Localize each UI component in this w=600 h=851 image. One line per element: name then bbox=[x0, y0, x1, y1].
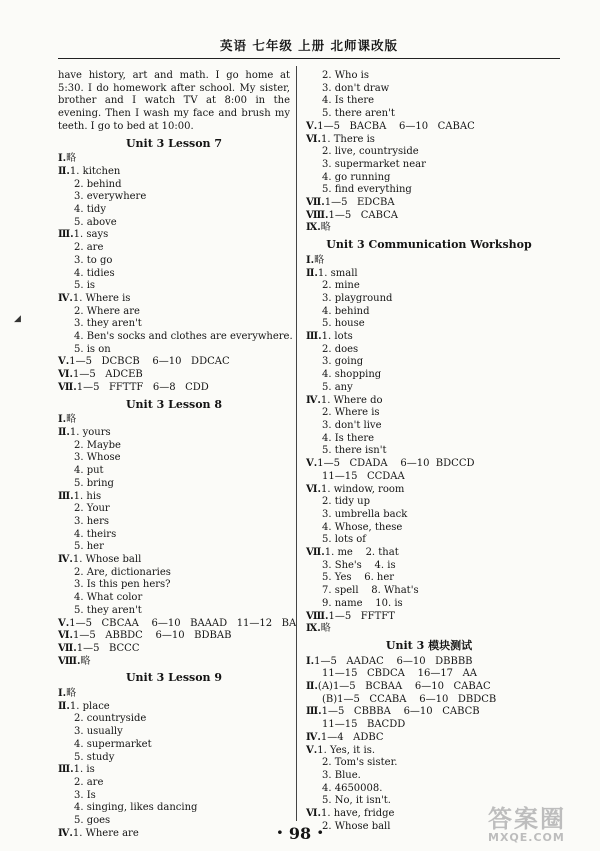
answer-subitem: 5. find everything bbox=[322, 184, 412, 196]
answer-item bbox=[58, 356, 290, 369]
answer-item bbox=[58, 427, 290, 440]
item-numeral: Ⅵ. bbox=[306, 133, 321, 145]
answer-subitem: 3. don't draw bbox=[322, 82, 390, 94]
answer-item bbox=[58, 688, 290, 701]
answer-subitem: 2. behind bbox=[74, 178, 122, 190]
answer-item bbox=[58, 701, 290, 714]
item-numeral: Ⅱ. bbox=[306, 681, 318, 693]
item-text: 1—5 CDADA 6—10 BDCCD bbox=[317, 458, 475, 470]
answer-subitem: 3. umbrella back bbox=[322, 508, 408, 520]
item-text: 1—5 EDCBA bbox=[324, 197, 395, 209]
answer-item bbox=[306, 395, 552, 408]
item-numeral: Ⅰ. bbox=[306, 655, 315, 667]
item-numeral: Ⅶ. bbox=[58, 381, 77, 393]
answer-subitem: (B)1—5 CCABA 6—10 DBDCB bbox=[322, 693, 497, 705]
answer-subitem: 3. everywhere bbox=[74, 191, 147, 203]
page-header bbox=[58, 36, 560, 54]
header-rule bbox=[58, 58, 560, 59]
answer-subitem: 2. does bbox=[322, 343, 359, 355]
item-numeral: Ⅲ. bbox=[306, 331, 322, 343]
answer-subitem: 5. is bbox=[74, 280, 96, 292]
section-heading: Unit 3 Lesson 7 bbox=[125, 136, 223, 150]
item-text: 1. yours bbox=[69, 426, 111, 438]
answer-subitem: 3. usually bbox=[74, 726, 123, 738]
item-numeral: Ⅵ. bbox=[306, 808, 321, 820]
answer-subitem: 2. Your bbox=[74, 503, 110, 515]
answer-subitem: 4. Ben's socks and clothes are everywhere. bbox=[74, 331, 293, 343]
answer-subitem: 4. What color bbox=[74, 592, 143, 604]
item-numeral: Ⅳ. bbox=[58, 554, 73, 566]
answer-subitem: 2. countryside bbox=[74, 713, 147, 725]
item-text: 1. There is bbox=[320, 133, 375, 145]
answer-subitem: 5. her bbox=[74, 541, 104, 553]
watermark-url: MXQE.COM bbox=[488, 831, 565, 844]
answer-subitem: 3. going bbox=[322, 356, 364, 368]
item-text: 1. window, room bbox=[320, 483, 405, 495]
answer-subitem: 5. Yes 6. her bbox=[322, 572, 395, 584]
answer-subitem: 11—15 CBDCA 16—17 AA bbox=[322, 668, 478, 680]
answer-paragraph: have history, art and math. I go home at 5:30. I do homework after school. My sister, brother and I watch TV at 8:00 in the evening. Then I wash my face and brush my teeth. I go to bed at 10:00. bbox=[58, 70, 290, 132]
answer-item bbox=[58, 382, 290, 395]
watermark-logo bbox=[488, 806, 598, 848]
answer-item bbox=[58, 617, 297, 631]
answer-item bbox=[58, 229, 290, 242]
item-numeral: Ⅸ. bbox=[306, 222, 321, 234]
answer-subitem: 2. mine bbox=[322, 280, 360, 292]
answer-subitem: 2. Where are bbox=[74, 305, 140, 317]
answer-subitem: 4. behind bbox=[322, 305, 370, 317]
item-text: 1. me 2. that bbox=[324, 547, 399, 559]
item-text: 1. Where is bbox=[72, 292, 131, 304]
item-numeral: Ⅴ. bbox=[58, 356, 70, 368]
item-text: 1. lots bbox=[321, 331, 353, 343]
item-text: 1. small bbox=[317, 267, 358, 279]
item-text: 1—5 DCBCB 6—10 DDCAC bbox=[69, 356, 230, 368]
item-text: 1. place bbox=[69, 700, 110, 712]
item-text: 1—5 CBCAA 6—10 BAAAD 11—12 BA bbox=[69, 617, 297, 629]
answer-item bbox=[306, 134, 552, 147]
item-numeral: Ⅲ. bbox=[58, 490, 74, 502]
answer-subitem: 5. any bbox=[322, 381, 353, 393]
left-column bbox=[58, 70, 297, 840]
answer-subitem: 5. is on bbox=[74, 343, 111, 355]
header-title: 英语 七年级 上册 北师课改版 bbox=[219, 38, 399, 53]
answer-item bbox=[306, 484, 552, 497]
answer-subitem: 3. Whose bbox=[74, 452, 121, 464]
item-text: 略 bbox=[66, 414, 77, 426]
answer-subitem: 5. above bbox=[74, 216, 117, 228]
item-numeral: Ⅳ. bbox=[306, 394, 321, 406]
answer-subitem: 9. name 10. is bbox=[322, 597, 403, 609]
page-number: · 98 · bbox=[276, 820, 324, 844]
answer-item bbox=[306, 210, 552, 223]
answer-subitem: 5. No, it isn't. bbox=[322, 795, 391, 807]
answer-subitem: 3. playground bbox=[322, 292, 393, 304]
item-numeral: Ⅲ. bbox=[58, 764, 74, 776]
answer-subitem: 3. supermarket near bbox=[322, 158, 426, 170]
item-numeral: Ⅰ. bbox=[58, 153, 67, 165]
answer-subitem: 11—15 BACDD bbox=[322, 719, 406, 731]
answer-subitem: 5. they aren't bbox=[74, 604, 142, 616]
item-text: 1. is bbox=[73, 764, 95, 776]
item-numeral: Ⅱ. bbox=[58, 426, 70, 438]
item-text: 1—5 BACBA 6—10 CABAC bbox=[317, 120, 475, 132]
answer-item bbox=[58, 369, 290, 382]
answer-item bbox=[58, 293, 290, 306]
answer-item bbox=[306, 458, 552, 471]
answer-item bbox=[58, 491, 290, 504]
item-text: 1. says bbox=[73, 229, 109, 241]
answer-item bbox=[306, 268, 552, 281]
section-heading: Unit 3 Lesson 8 bbox=[125, 397, 223, 411]
item-numeral: Ⅴ. bbox=[58, 617, 70, 629]
item-numeral: Ⅲ. bbox=[58, 229, 74, 241]
item-numeral: Ⅴ. bbox=[306, 120, 318, 132]
answer-subitem: 7. spell 8. What's bbox=[322, 585, 419, 597]
answer-item bbox=[306, 623, 552, 636]
answer-item bbox=[58, 554, 290, 567]
item-numeral: Ⅰ. bbox=[58, 414, 67, 426]
item-numeral: Ⅶ. bbox=[306, 197, 325, 209]
answer-subitem: 2. Are, dictionaries bbox=[74, 566, 171, 578]
item-numeral: Ⅰ. bbox=[58, 688, 67, 700]
answer-subitem: 2. Whose ball bbox=[322, 820, 391, 832]
answer-subitem: 5. lots of bbox=[322, 534, 366, 546]
item-text: 1—5 AADAC 6—10 DBBBB bbox=[314, 655, 473, 667]
item-numeral: Ⅱ. bbox=[306, 267, 318, 279]
item-numeral: Ⅶ. bbox=[58, 642, 77, 654]
answer-item bbox=[58, 764, 290, 777]
item-text: 1—5 CABCA bbox=[328, 209, 399, 221]
item-text: 略 bbox=[66, 688, 77, 700]
item-numeral: Ⅸ. bbox=[306, 623, 321, 635]
answer-item bbox=[58, 643, 290, 656]
item-numeral: Ⅶ. bbox=[306, 547, 325, 559]
item-text: 略 bbox=[80, 655, 91, 667]
answer-item bbox=[58, 656, 290, 669]
answer-item bbox=[306, 222, 552, 235]
answer-subitem: 5. goes bbox=[74, 815, 111, 827]
answer-subitem: 2. live, countryside bbox=[322, 146, 419, 158]
item-numeral: Ⅳ. bbox=[58, 292, 73, 304]
answer-subitem: 4. shopping bbox=[322, 369, 382, 381]
answer-item bbox=[306, 121, 552, 134]
item-text: 略 bbox=[314, 254, 325, 266]
section-heading: Unit 3 Communication Workshop bbox=[326, 238, 532, 252]
answer-subitem: 4. put bbox=[74, 465, 104, 477]
answer-subitem: 4. tidies bbox=[74, 267, 115, 279]
answer-item bbox=[306, 681, 552, 694]
answer-item bbox=[306, 745, 552, 758]
answer-subitem: 3. Blue. bbox=[322, 769, 361, 781]
item-text: 1. Yes, it is. bbox=[317, 744, 376, 756]
section-heading: Unit 3 Lesson 9 bbox=[125, 671, 223, 685]
answer-subitem: 3. Is this pen hers? bbox=[74, 579, 171, 591]
item-numeral: Ⅵ. bbox=[58, 369, 73, 381]
item-text: 略 bbox=[320, 623, 331, 635]
section-heading: Unit 3 模块测试 bbox=[385, 638, 473, 652]
answer-subitem: 4. Whose, these bbox=[322, 521, 403, 533]
answer-subitem: 2. are bbox=[74, 242, 104, 254]
answer-item bbox=[306, 706, 552, 719]
watermark-text: 答案圈 bbox=[488, 805, 566, 833]
answer-subitem: 3. hers bbox=[74, 515, 109, 527]
answer-subitem: 2. Who is bbox=[322, 70, 369, 81]
item-numeral: Ⅵ. bbox=[306, 483, 321, 495]
item-numeral: Ⅷ. bbox=[306, 209, 329, 221]
answer-subitem: 5. bring bbox=[74, 477, 114, 489]
answer-subitem: 4. 4650008. bbox=[322, 782, 383, 794]
item-text: 1—5 FFTFT bbox=[328, 610, 395, 622]
answer-item bbox=[306, 255, 552, 268]
item-numeral: Ⅳ. bbox=[306, 731, 321, 743]
item-numeral: Ⅰ. bbox=[306, 254, 315, 266]
item-numeral: Ⅱ. bbox=[58, 700, 70, 712]
item-numeral: Ⅳ. bbox=[58, 827, 73, 839]
answer-item bbox=[58, 630, 290, 643]
item-text: 1—5 CBBBA 6—10 CABCB bbox=[321, 706, 480, 718]
answer-subitem: 4. supermarket bbox=[74, 738, 152, 750]
item-text: 1—4 ADBC bbox=[320, 731, 384, 743]
item-text: 1. kitchen bbox=[69, 165, 121, 177]
answer-item bbox=[306, 656, 552, 669]
answer-subitem: 3. Is bbox=[74, 789, 96, 801]
answer-subitem: 2. are bbox=[74, 776, 104, 788]
answer-subitem: 4. theirs bbox=[74, 528, 117, 540]
item-text: 1. Where do bbox=[320, 394, 383, 406]
answer-subitem: 2. Tom's sister. bbox=[322, 757, 398, 769]
answer-subitem: 2. tidy up bbox=[322, 496, 371, 508]
item-text: 1. have, fridge bbox=[320, 808, 395, 820]
item-numeral: Ⅱ. bbox=[58, 165, 70, 177]
item-text: 略 bbox=[320, 222, 331, 234]
answer-subitem: 3. don't live bbox=[322, 419, 382, 431]
item-text: 1. Whose ball bbox=[72, 554, 142, 566]
answer-subitem: 2. Maybe bbox=[74, 439, 121, 451]
item-numeral: Ⅲ. bbox=[306, 706, 322, 718]
answer-item bbox=[306, 547, 552, 560]
item-text: 1—5 FFTTF 6—8 CDD bbox=[76, 381, 209, 393]
answer-subitem: 11—15 CCDAA bbox=[322, 470, 405, 482]
item-text: 1—5 ABBDC 6—10 BDBAB bbox=[72, 630, 232, 642]
answer-item bbox=[306, 197, 552, 210]
item-numeral: Ⅷ. bbox=[58, 655, 81, 667]
answer-item bbox=[58, 414, 290, 427]
answer-subitem: 4. Is there bbox=[322, 95, 375, 107]
answer-item bbox=[58, 166, 290, 179]
answer-item bbox=[306, 732, 552, 745]
answer-subitem: 3. they aren't bbox=[74, 318, 142, 330]
item-text: 1. Where are bbox=[72, 827, 139, 839]
margin-mark: ◢ bbox=[14, 314, 21, 324]
answer-subitem: 5. there aren't bbox=[322, 108, 395, 120]
answer-subitem: 5. study bbox=[74, 751, 115, 763]
right-column bbox=[306, 70, 552, 833]
answer-subitem: 4. tidy bbox=[74, 204, 106, 216]
answer-item bbox=[306, 611, 552, 624]
answer-subitem: 2. Where is bbox=[322, 407, 380, 419]
item-numeral: Ⅴ. bbox=[306, 458, 318, 470]
answer-subitem: 5. house bbox=[322, 318, 365, 330]
item-text: (A)1—5 BCBAA 6—10 CABAC bbox=[317, 681, 491, 693]
item-numeral: Ⅵ. bbox=[58, 630, 73, 642]
answer-subitem: 5. there isn't bbox=[322, 445, 387, 457]
item-text: 略 bbox=[66, 153, 77, 165]
answer-item bbox=[306, 331, 552, 344]
answer-subitem: 3. She's 4. is bbox=[322, 559, 396, 571]
item-text: 1. his bbox=[73, 490, 102, 502]
item-numeral: Ⅷ. bbox=[306, 610, 329, 622]
answer-subitem: 4. go running bbox=[322, 171, 391, 183]
column-divider bbox=[296, 66, 297, 821]
answer-subitem: 4. singing, likes dancing bbox=[74, 802, 198, 814]
page-number-value: 98 bbox=[288, 824, 312, 843]
item-numeral: Ⅴ. bbox=[306, 744, 318, 756]
item-text: 1—5 BCCC bbox=[76, 642, 140, 654]
answer-item bbox=[58, 153, 290, 166]
item-text: 1—5 ADCEB bbox=[72, 369, 143, 381]
answer-subitem: 4. Is there bbox=[322, 432, 375, 444]
answer-subitem: 3. to go bbox=[74, 254, 113, 266]
